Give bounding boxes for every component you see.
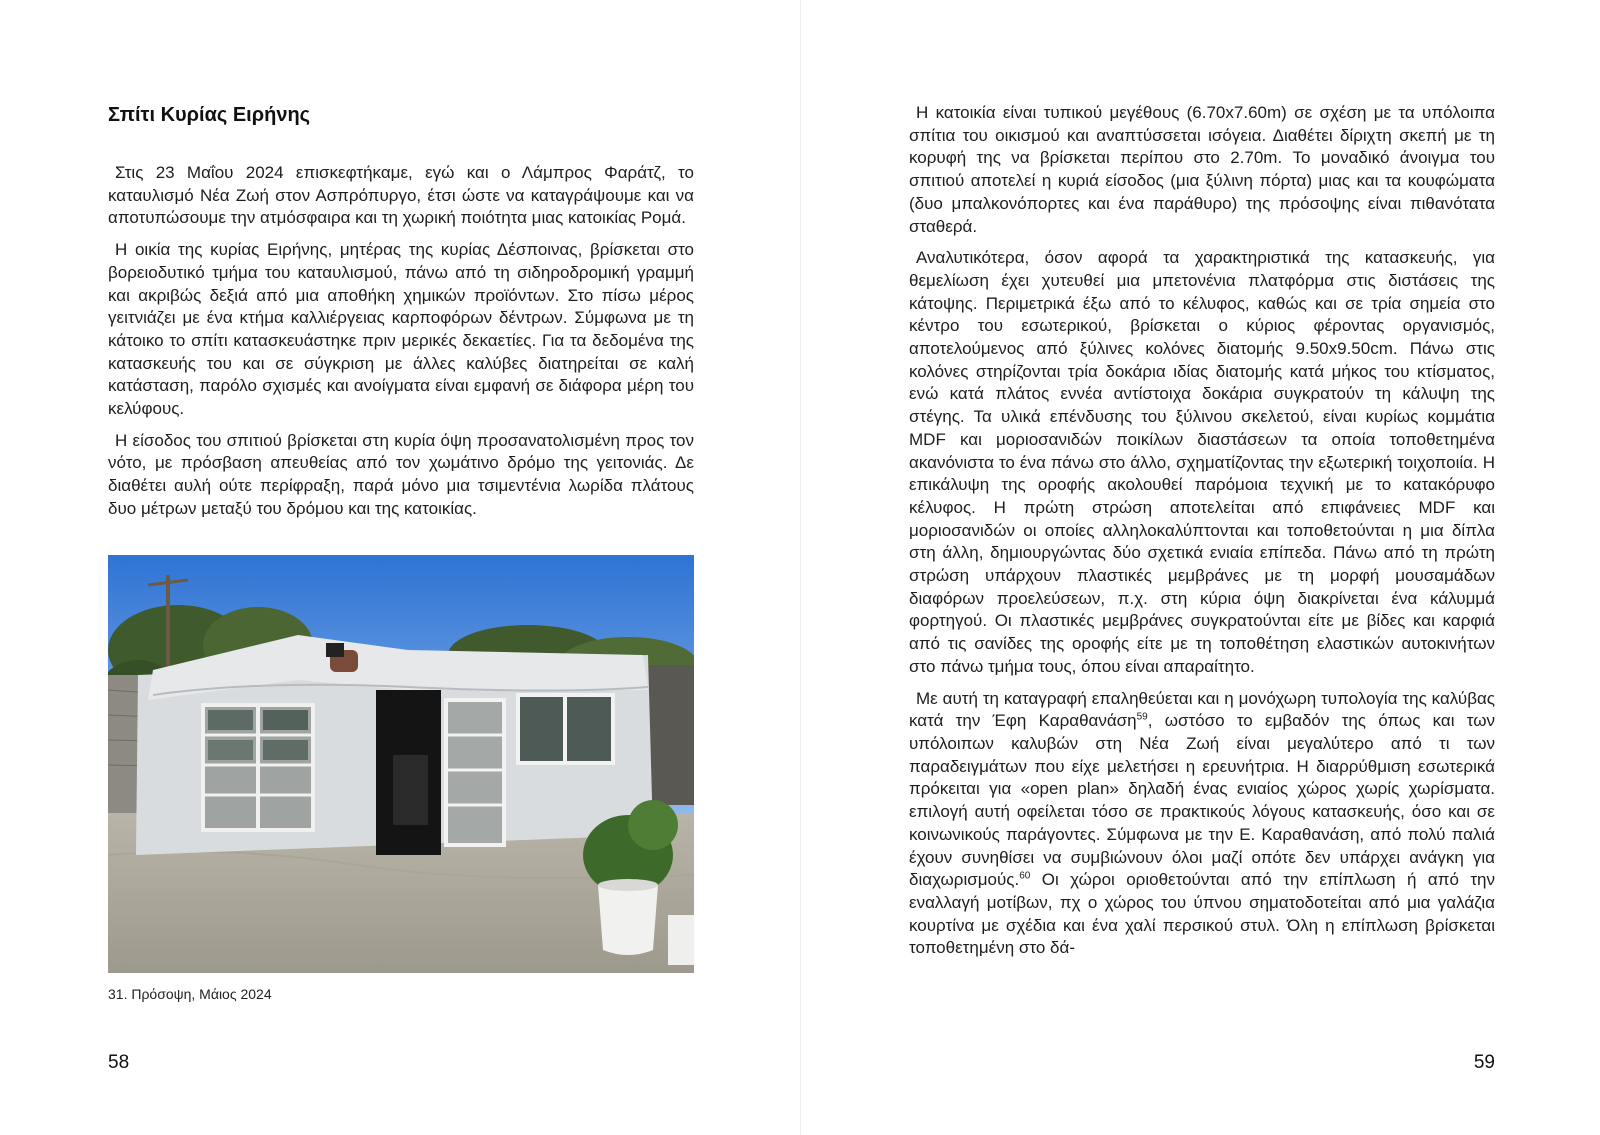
paragraph-text: Οι χώροι οριοθετούνται από την επίπλωση ή από την εναλλαγή μοτίβων, πχ ο χώρος του ύπνου σηματοδοτείται από μια γαλάζια κουρτίνα με σχέδια και ένα χαλί περσικού στυλ. Όλη η επίπλωση βρίσκεται τοποθετημένη στο δά- [909, 870, 1495, 958]
left-body-text [108, 162, 694, 530]
page-number-right: 59 [1473, 1052, 1495, 1073]
photo-caption: 31. Πρόσοψη, Μάιος 2024 [108, 986, 272, 1002]
paragraph-text: , ωστόσο το εμβαδόν της όπως και των υπόλοιπων καλυβών στη Νέα Ζωή είναι μεγαλύτερο από τι των παραδειγμάτων που είχε μελετήσει η ερευνήτρια. Η διαρρύθμιση εσωτερικά πρόκειται για «open plan» δηλαδή ένας ενιαίος χώρος χωρίς χωρίσματα. επιλογή αυτή οφείλεται τόσο σε πρακτικούς λόγους κατασκευής, όσο και σε κοινωνικούς παράγοντες. Σύμφωνα με την Ε. Καραθανάση, από πολύ παλιά έχουν συνηθίσει να συμβιώνουν όλοι μαζί οπότε δεν υπάρχει ανάγκη για διαχωρισμούς. [909, 711, 1495, 890]
paragraph: Αναλυτικότερα, όσον αφορά τα χαρακτηριστικά της κατασκευής, για θεμελίωση έχει χυτευθεί μια μπετονένια πλατφόρμα στις διστάσεις της κάτοψης. Περιμετρικά έξω από το κέλυφος, καθώς και σε τρία σημεία στο κέντρο του εσωτερικού, βρίσκεται ο κύριος φέροντας οργανισμός, αποτελούμενος από ξύλινες κολόνες διατομής 9.50x9.50cm. Πάνω στις κολόνες στηρίζονται τρία δοκάρια ιδίας διατομής κατά μήκος του κτίσματος, ενώ κατά πλάτος εννέα αντίστοιχα δοκάρια συγκρατούν τη κάλυψη της στέγης. Τα υλικά επένδυσης του ξύλινου σκελετού, είναι κυρίως κομμάτια MDF και μοριοσανιδών ποικίλων διαστάσεων τα οποία τοποθετημένα ακανόνιστα το ένα πάνω στο άλλο, σχηματίζοντας την εξωτερική τοιχοποιία. Η επικάλυψη της οροφής ακολουθεί παρόμοια τεχνική με το κατακόρυφο κέλυφος. Η πρώτη στρώση αποτελείται από επιφάνειες MDF και μοριοσανιδών οι οποίες αλληλοκαλύπτονται και τοποθετούνται η μια δίπλα στη άλλη, δημιουργώντας δύο σχετικά ενιαία επίπεδα. Πάνω από τη πρώτη στρώση υπάρχουν πλαστικές μεμβράνες με τη μορφή μουσαμάδων διαφόρων προελεύσεων, π.χ. στη κύρια όψη διακρίνεται ένα κάλυμμά φορτηγού. Οι πλαστικές μεμβράνες συγκρατούνται είτε με βίδες και καρφιά από τις σανίδες της οροφής είτε με τη τοποθέτηση ελαστικών αυτοκινήτων στο πάνω τμήμα τους, όπου είναι απαραίτητο. [909, 248, 1495, 676]
right-page [801, 0, 1600, 1135]
section-heading: Σπίτι Κυρίας Ειρήνης [108, 104, 311, 126]
house-photo [108, 555, 694, 973]
paragraph: Η κατοικία είναι τυπικού μεγέθους (6.70x7.60m) σε σχέση με τα υπόλοιπα σπίτια του οικισμού και αναπτύσσεται ισόγεια. Διαθέτει δίριχτη σκεπή με τη κορυφή της να βρίσκεται περίπου στο 2.70m. Το μοναδικό άνοιγμα του σπιτιού αποτελεί η κυριά είσοδος (μια ξύλινη πόρτα) μιας και τα κουφώματα (δυο μπαλκονόπορτες και ένα παράθυρο) της πρόσοψης είναι πιθανότατα σταθερά. [909, 103, 1495, 236]
paragraph-text: Με αυτή τη καταγραφή επαληθεύεται και η μονόχωρη τυπολογία της καλύβας κατά την Έφη Καραθανάση [909, 688, 1495, 731]
paragraph: Στις 23 Μαΐου 2024 επισκεφτήκαμε, εγώ και ο Λάμπρος Φαράτζ, το καταυλισμό Νέα Ζωή στον Ασπρόπυργο, έτσι ώστε να καταγράψουμε και να αποτυπώσουμε την ατμόσφαιρα και τη χωρική ποιότητα μιας κατοικίας Ρομά. [108, 163, 694, 228]
footnote-ref: 59 [1136, 711, 1148, 723]
right-body-text [909, 102, 1495, 969]
footnote-ref: 60 [1019, 870, 1031, 882]
paragraph: Η είσοδος του σπιτιού βρίσκεται στη κυρία όψη προσανατολισμένη προς τον νότο, με πρόσβαση απευθείας από τον χωμάτινο δρόμο της γειτονιάς. Δε διαθέτει αυλή ούτε περίφραξη, παρά μόνο μια τσιμεντένια λωρίδα πλάτους δυο μέτρων μεταξύ του δρόμου και της κατοικίας. [108, 430, 694, 518]
page-number-left: 58 [108, 1052, 130, 1073]
paragraph: Η οικία της κυρίας Ειρήνης, μητέρας της κυρίας Δέσποινας, βρίσκεται στο βορειοδυτικό τμήμα του καταυλισμού, πάνω από τη σιδηροδρομική γραμμή και ακριβώς δεξιά από μια αποθήκη χημικών προϊόντων. Στο πίσω μέρος γειτνιάζει με ένα κτήμα καλλιέργειας καρποφόρων δέντρων. Σύμφωνα με τη κάτοικο το σπίτι κατασκευάστηκε πριν μερικές δεκαετίες. Για τα δεδομένα της κατασκευής του και σε σύγκριση με άλλες καλύβες διατηρείται σε καλή κατάσταση, παρόλο σχισμές και ανοίγματα είναι εμφανή σε διάφορα μέρη του κελύφους. [108, 240, 694, 419]
paragraph [909, 688, 1495, 960]
